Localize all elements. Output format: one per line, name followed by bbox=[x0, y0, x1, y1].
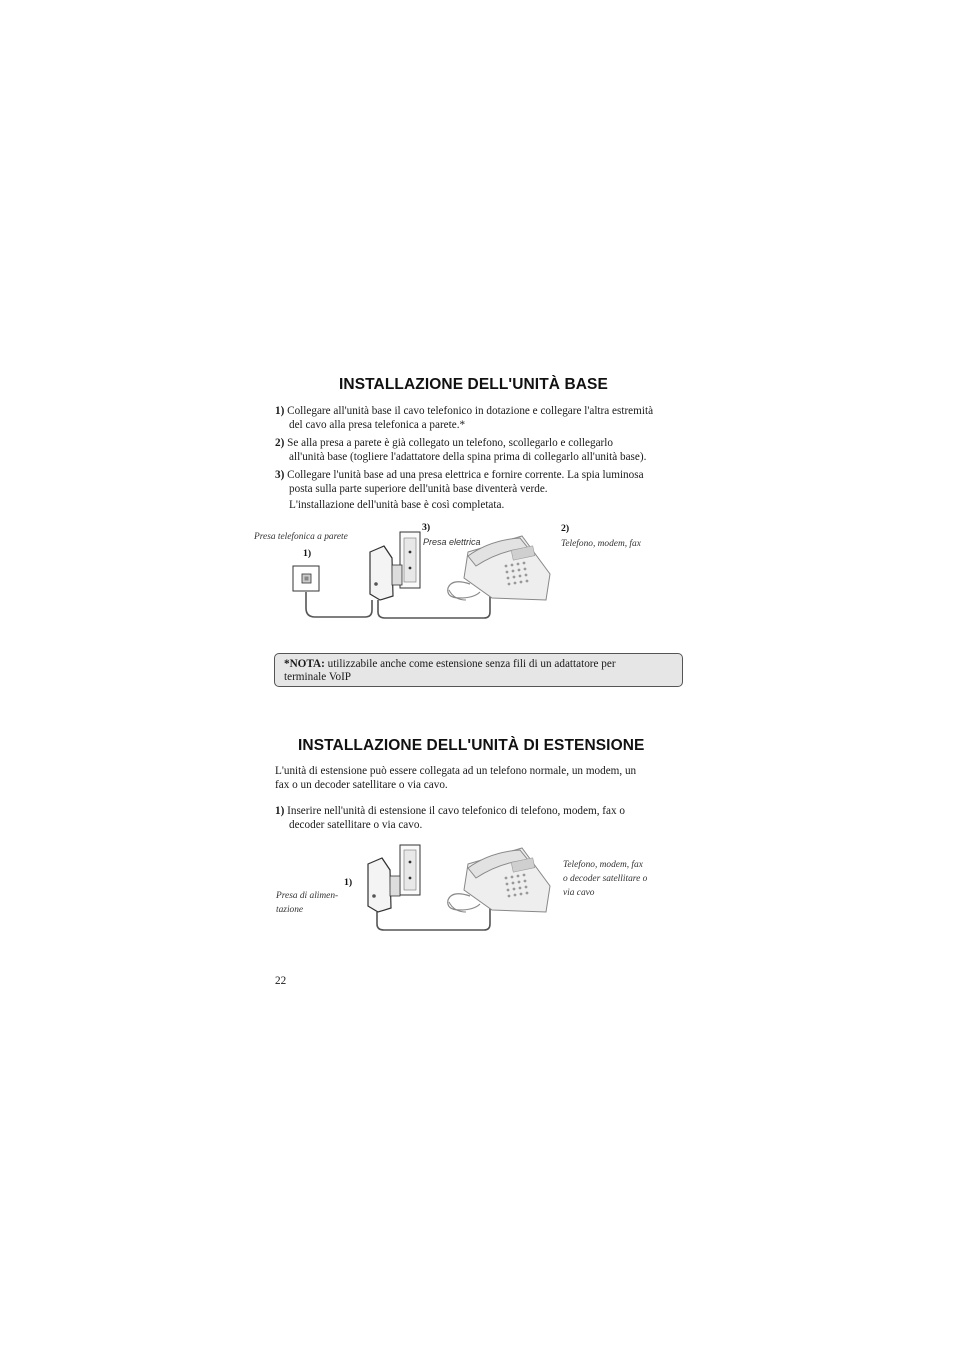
label-num-1: 1) bbox=[303, 548, 312, 559]
step-text-cont: posta sulla parte superiore dell'unità base diventerà verde. bbox=[289, 483, 548, 495]
label-power-supply bbox=[276, 889, 338, 917]
intro-line: fax o un decoder satellitare o via cavo. bbox=[275, 779, 448, 791]
label-line: tazione bbox=[276, 905, 304, 915]
extension-unit-adapter-icon bbox=[368, 858, 400, 912]
base-unit-adapter-icon bbox=[370, 546, 402, 600]
note-box bbox=[274, 653, 683, 687]
label-line: via cavo bbox=[563, 888, 595, 898]
step-text: Inserire nell'unità di estensione il cavo telefonico di telefono, modem, fax o bbox=[287, 805, 625, 817]
step-number: 3) bbox=[275, 469, 285, 481]
section-title-base: INSTALLAZIONE DELL'UNITÀ BASE bbox=[339, 376, 608, 393]
note-prefix: *NOTA: bbox=[284, 658, 325, 670]
page-number: 22 bbox=[275, 975, 287, 987]
label-line: o decoder satellitare o bbox=[563, 874, 648, 884]
power-outlet-icon-2 bbox=[400, 845, 420, 895]
power-outlet-icon bbox=[400, 532, 420, 588]
step-number: 1) bbox=[275, 405, 285, 417]
cable-socket-to-unit bbox=[306, 592, 372, 617]
label-wall-socket: Presa telefonica a parete bbox=[254, 532, 348, 542]
label-power-socket: Presa elettrica bbox=[423, 537, 481, 547]
label-num-1-ext: 1) bbox=[344, 877, 353, 888]
note-text: utilizzabile anche come estensione senza fili di un adattatore per bbox=[324, 658, 616, 670]
step-text: Collegare l'unità base ad una presa elettrica e fornire corrente. La spia luminosa bbox=[287, 469, 644, 481]
telephone-icon-2 bbox=[448, 848, 550, 912]
step-text-cont: decoder satellitare o via cavo. bbox=[289, 819, 423, 831]
telephone-icon bbox=[448, 536, 550, 600]
cable-unit-to-phone bbox=[378, 590, 490, 618]
intro-line: L'unità di estensione può essere collegata ad un telefono normale, un modem, un bbox=[275, 765, 637, 777]
step-number: 2) bbox=[275, 437, 285, 449]
step-text: Collegare all'unità base il cavo telefonico in dotazione e collegare l'altra estremità bbox=[287, 405, 654, 417]
label-line: Telefono, modem, fax bbox=[563, 860, 643, 870]
closing-text: L'installazione dell'unità base è così completata. bbox=[289, 499, 505, 511]
extension-step-1 bbox=[275, 804, 695, 832]
cable-extension-to-phone bbox=[377, 902, 490, 930]
note-text-cont: terminale VoIP bbox=[284, 671, 352, 683]
section-title-extension: INSTALLAZIONE DELL'UNITÀ DI ESTENSIONE bbox=[298, 737, 645, 754]
step-text-cont: all'unità base (togliere l'adattatore della spina prima di collegarlo all'unità base). bbox=[289, 451, 647, 463]
label-phone-ext bbox=[563, 858, 647, 900]
step-number: 1) bbox=[275, 805, 285, 817]
label-phone: Telefono, modem, fax bbox=[561, 539, 641, 549]
step-text-cont: del cavo alla presa telefonica a parete.* bbox=[289, 419, 466, 431]
label-line: Presa di alimen- bbox=[276, 891, 339, 901]
label-num-3: 3) bbox=[422, 522, 431, 533]
intro-text bbox=[275, 764, 695, 792]
wall-socket-icon bbox=[293, 566, 319, 591]
step-text: Se alla presa a parete è già collegato un telefono, scollegarlo e collegarlo bbox=[287, 437, 613, 449]
label-num-2: 2) bbox=[561, 523, 570, 534]
